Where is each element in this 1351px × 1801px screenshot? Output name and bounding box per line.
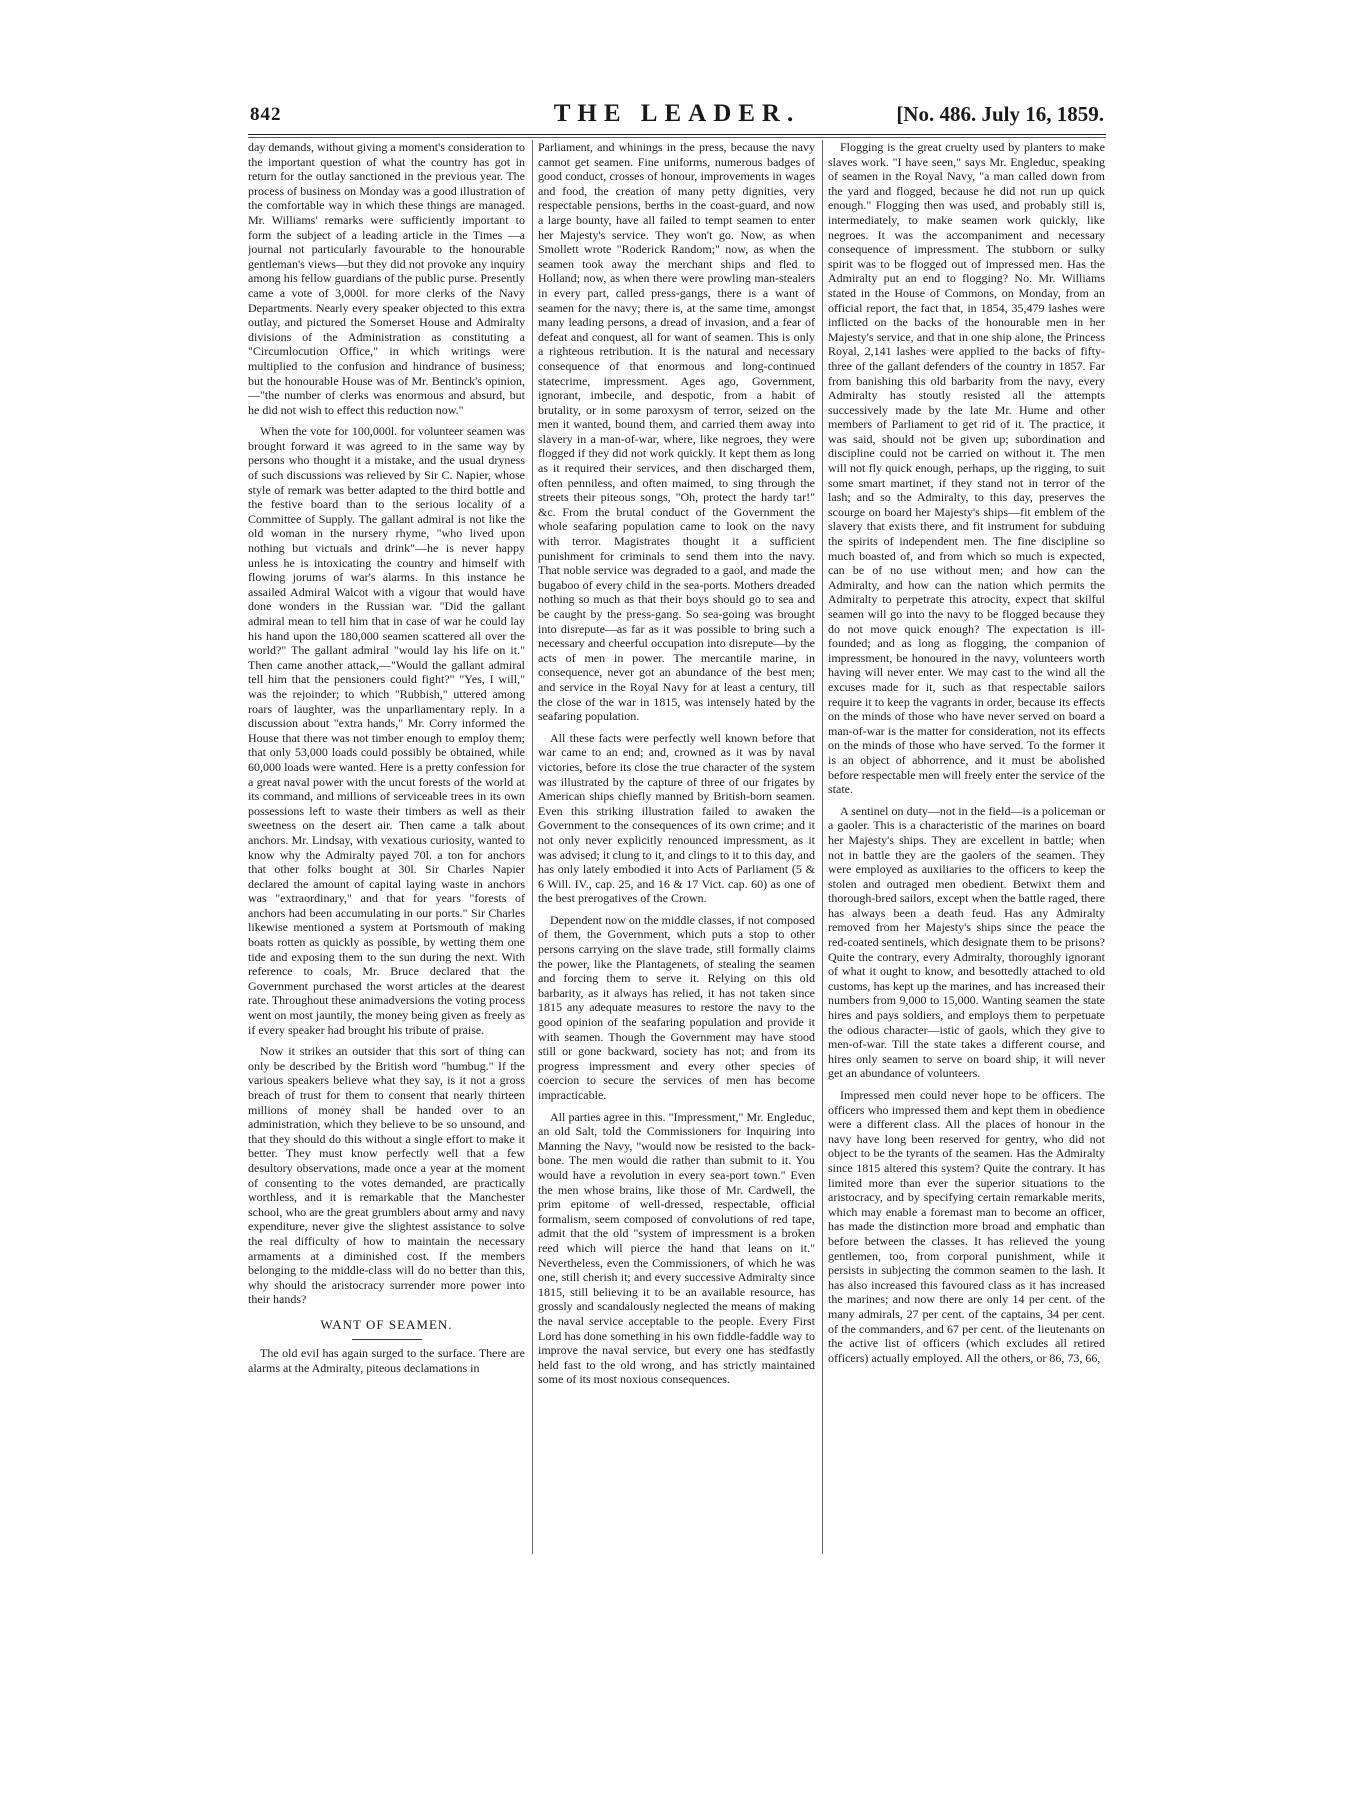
issue-info: [No. 486. July 16, 1859. <box>896 102 1104 126</box>
paragraph: Impressed men could never hope to be officers. The officers who impressed them and kept them in obedience were a different class. All the places of honour in the navy have long been reserved for gentry, who did not object to be the tyrants of the seamen. Has the Admiralty since 1815 altered this system? Quite the contrary. It has limited more than ever the superior situations to the aristocracy, and by specifying certain remarkable merits, which may enable a foremast man to become an officer, has made the distinction more broad and emphatic than before between the classes. It has relieved the young gentlemen, too, from corporal punishment, while it persists in subjecting the common seamen to the lash. It has also increased this favoured class as it has increased the marines; and now there are only 14 per cent. of the many admirals, 27 per cent. of the captains, 34 per cent. of the commanders, and 67 per cent. of the lieutenants on the active list of officers (which excludes all retired officers) actually employed. All the others, or 86, 73, 66, <box>828 1088 1105 1365</box>
columns <box>248 140 1106 1554</box>
column-divider <box>822 140 823 1554</box>
column-3 <box>828 140 1105 1554</box>
section-heading <box>248 1317 525 1340</box>
paragraph: When the vote for 100,000l. for volunteer seamen was brought forward it was agreed to in the same way by persons who thought it a mistake, and the usual dryness of such discussions was relieved by Sir C. Napier, whose style of remark was better adapted to the third bottle and the festive board than to the serious locality of a Committee of Supply. The gallant admiral is not like the old woman in the nursery rhyme, "who lived upon nothing but victuals and drink"—he is never happy unless he is intoxicating the country and himself with flowing jorums of war's alarms. In this instance he assailed Admiral Walcot with a vigour that would have done wonders in the Russian war. "Did the gallant admiral mean to tell him that in case of war he could lay his hand upon the 180,000 seamen scattered all over the world?" The gallant admiral "would lay his life on it." Then came another attack,—"Would the gallant admiral tell him that the pensioners could fight?" "Yes, I will," was the rejoinder; to which "Rubbish," uttered among roars of laughter, was the unparliamentary reply. In a discussion about "extra hands," Mr. Corry informed the House that there was not timber enough to employ them; that only 53,000 loads could possibly be obtained, while 60,000 loads were wanted. Here is a pretty confession for a great naval power with the uncut forests of the world at its command, and millions of serviceable trees in its own possessions left to waste their timbers as well as their sweetness on the desert air. Then came a talk about anchors. Mr. Lindsay, with vexatious curiosity, wanted to know why the Admiralty payed 70l. a ton for anchors that other folks bought at 30l. Sir Charles Napier declared the amount of capital laying waste in anchors was "extraordinary," and that for years "forests of anchors had been accumulating in our ports." Sir Charles likewise mentioned a system at Portsmouth of making boats rotten as quickly as possible, by wetting them one tide and exposing them to the sun during the next. With reference to coals, Mr. Bruce declared that the Government purchased the worst articles at the dearest rate. Throughout these animadversions the voting process went on most jauntily, the money being given as freely as if every speaker had brought his tribute of praise. <box>248 424 525 1037</box>
paragraph: Dependent now on the middle classes, if not composed of them, the Government, which puts a stop to other persons carrying on the slave trade, still formally claims the power, like the Plantagenets, of stealing the seamen and forcing them to serve it. Relying on this old barbarity, as it always has relied, it has not taken since 1815 any adequate measures to restore the navy to the good opinion of the seafaring population and provide it with seamen. Though the Government may have stood still or gone backward, society has not; and from its progress impressment and every other species of coercion to secure the services of men has become impracticable. <box>538 912 815 1102</box>
paragraph: All these facts were perfectly well known before that war came to an end; and, crowned as it was by naval victories, before its close the true character of the system was illustrated by the capture of three of our frigates by American ships chiefly manned by British-born seamen. Even this striking illustration failed to awaken the Government to the consequences of its own crime; and it not only never explicitly renounced impressment, as it was advised; it clung to it, and clings to it to this day, and has only lately embodied it into Acts of Parliament (5 & 6 Will. IV., cap. 25, and 16 & 17 Vict. cap. 60) as one of the best prerogatives of the Crown. <box>538 730 815 906</box>
section-heading-text: WANT OF SEAMEN. <box>320 1316 453 1332</box>
paragraph: Now it strikes an outsider that this sort of thing can only be described by the British word "humbug." If the various speakers believe what they say, is it not a gross breach of trust for them to consent that nearly thirteen millions of money shall be handed over to an administration, which they believe to be so unsound, and that they should do this without a single effort to make it better. They must know perfectly well that a few desultory observations, made once a year at the moment of consenting to the votes demanded, are practically worthless, and it is remarkable that the Manchester school, who are the great grumblers about army and navy expenditure, never give the slightest assistance to solve the real difficulty of how to maintain the necessary armaments at a diminished cost. If the members belonging to the middle-class will do no better than this, why should the aristocracy surrender more power into their hands? <box>248 1044 525 1307</box>
paragraph: All parties agree in this. "Impressment," Mr. Engleduc, an old Salt, told the Commissioners for Inquiring into Manning the Navy, "would now be resisted to the back-bone. The men would die rather than submit to it. You would have a revolution in every sea-port town." Even the men whose brains, like those of Mr. Cardwell, the prim epitome of well-dressed, respectable, official formalism, seem composed of convolutions of red tape, admit that the old "system of impressment is a broken reed which will pierce the hand that leans on it." Nevertheless, even the Commissioners, of which he was one, still cherish it; and every successive Admiralty since 1815, still believing it to be an available resource, has grossly and scandalously neglected the means of making the naval service acceptable to the people. Every First Lord has done something in his own fiddle-faddle way to improve the naval service, but every one has stedfastly held fast to the old wrong, and has strictly maintained some of its most noxious consequences. <box>538 1109 815 1387</box>
column-divider <box>532 140 533 1554</box>
page-number: 842 <box>250 104 282 125</box>
newspaper-page <box>248 94 1106 1554</box>
paragraph: A sentinel on duty—not in the field—is a policeman or a gaoler. This is a characteristic of the marines on board her Majesty's ships. They are excellent in battle; when not in battle they are the gaolers of the seamen. They were employed as auxiliaries to the officers to keep the stolen and outraged men obedient. Betwixt them and thorough-bred sailors, except when the battle raged, there has always been a death feud. Has any Admiralty removed from her Majesty's ships since the peace the red-coated sentinels, which designate them to be prisons? Quite the contrary, every Admiralty, thoroughly ignorant of what it ought to know, and besottedly attached to old customs, has kept up the marines, and has increased their numbers from 9,000 to 15,000. Wanting seamen the state hires and pays soldiers, and employs them to perpetuate the odious character—istic of gaols, which they give to men-of-war. Till the state takes a different course, and hires only seamen to serve on board ship, it will never get an abundance of volunteers. <box>828 803 1105 1081</box>
column-1 <box>248 140 525 1554</box>
paragraph: The old evil has again surged to the surface. There are alarms at the Admiralty, piteous declamations in <box>248 1345 525 1375</box>
paragraph: day demands, without giving a moment's consideration to the important question of what the country has got in return for the outlay sanctioned in the previous year. The process of business on Monday was a good illustration of the comfortable way in which these things are managed. Mr. Williams' remarks were sufficiently important to form the subject of a leading article in the Times —a journal not particularly favourable to the honourable gentleman's views—but they did not provoke any inquiry among his fellow guardians of the public purse. Presently came a vote of 3,000l. for more clerks of the Navy Departments. Nearly every speaker objected to this extra outlay, and pictured the Somerset House and Admiralty divisions of the Administration as constituting a "Circumlocution Office," in which writings were multiplied to the confusion and hindrance of business; but the honourable House was of Mr. Bentinck's opinion,—"the number of clerks was enormous and absurd, but he did not wish to effect this reduction now." <box>248 140 525 417</box>
header-rule <box>248 137 1106 138</box>
masthead <box>248 94 1106 135</box>
paragraph: Parliament, and whinings in the press, because the navy cannot get seamen. Fine uniforms, numerous badges of good conduct, crosses of honour, improvements in wages and food, the creation of many petty dignities, very respectable pensions, berths in the coast-guard, and now a large bounty, have all failed to tempt seamen to enter her Majesty's service. They won't go. Now, as when Smollett wrote "Roderick Random;" now, as when the seamen took away the merchant ships and fled to Holland; now, as when there were prowling man-stealers in every part, called press-gangs, there is a want of seamen for the navy; there is, at the same time, amongst many leading persons, a dread of invasion, and a fear of defeat and conquest, all for want of seamen. This is only a righteous retribution. It is the natural and necessary consequence of that enormous and long-continued statecrime, impressment. Ages ago, Government, ignorant, imbecile, and despotic, from a habit of brutality, or in some paroxysm of terror, seized on the men it wanted, bound them, and carried them away into slavery in a man-of-war, where, like negroes, they were flogged if they did not work quickly. It kept them as long as it required their services, and then discharged them, often penniless, and often maimed, to sing through the streets their piteous songs, "Oh, protect the hardy tar!" &c. From the brutal conduct of the Government the whole seafaring population came to look on the navy with terror. Magistrates thought it a sufficient punishment for criminals to send them into the navy. That noble service was degraded to a gaol, and made the bugaboo of every child in the sea-ports. Mothers dreaded nothing so much as that their boys should go to sea and be caught by the press-gang. So sea-going was brought into disrepute—as far as it was possible to bring such a necessary and cheerful occupation into disrepute—by the acts of men in power. The mercantile marine, in consequence, never got an abundance of the best men; and service in the Royal Navy for at least a century, till the close of the war in 1815, was intensely hated by the seafaring population. <box>538 140 815 724</box>
heading-rule <box>352 1339 422 1340</box>
newspaper-title: THE LEADER. <box>553 100 801 127</box>
column-2 <box>538 140 815 1554</box>
paragraph: Flogging is the great cruelty used by planters to make slaves work. "I have seen," says Mr. Engleduc, speaking of seamen in the Royal Navy, "a man called down from the yard and flogged, because he did not run up quick enough." Flogging then was used, and probably still is, intermediately, to make seamen work quickly, like negroes. It was the accompaniment and necessary consequence of impressment. The stubborn or sulky spirit was to be flogged out of impressed men. Has the Admiralty put an end to flogging? No. Mr. Williams stated in the House of Commons, on Monday, from an official report, the fact that, in 1854, 35,479 lashes were inflicted on the backs of the honourable men in her Majesty's service, and that in one ship alone, the Princess Royal, 2,141 lashes were applied to the backs of fifty-three of the gallant defenders of the country in 1857. Far from banishing this old barbarity from the navy, every Admiralty has stoutly resisted all the attempts successively made by the late Mr. Hume and other members of Parliament to get rid of it. The practice, it was said, should not be given up; subordination and discipline could not be carried on without it. The men will not fly quick enough, perhaps, up the rigging, to suit some smart martinet, if they stand not in terror of the lash; and so the Admiralty, to this day, preserves the scourge on board her Majesty's ships—fit emblem of the slavery that exists there, and fit instrument for subduing the spirits of independent men. The fine discipline so much boasted of, and from which so much is expected, can be of no use without men; and how can the Admiralty, and how can the nation which permits the Admiralty to perpetrate this atrocity, expect that skilful seamen will go into the navy to be flogged because they do not move quick enough? The expectation is ill-founded; and as long as flogging, the companion of impressment, be honoured in the navy, volunteers worth having will never enter. We may cast to the wind all the excuses made for it, such as that respectable sailors require it to keep the vagrants in order, because its effects on the minds of those who have never served on board a man-of-war is the matter for consideration, not its effects on the minds of those who have served. To the former it is an object of abhorrence, and it must be abolished before respectable men will freely enter the service of the state. <box>828 140 1105 797</box>
